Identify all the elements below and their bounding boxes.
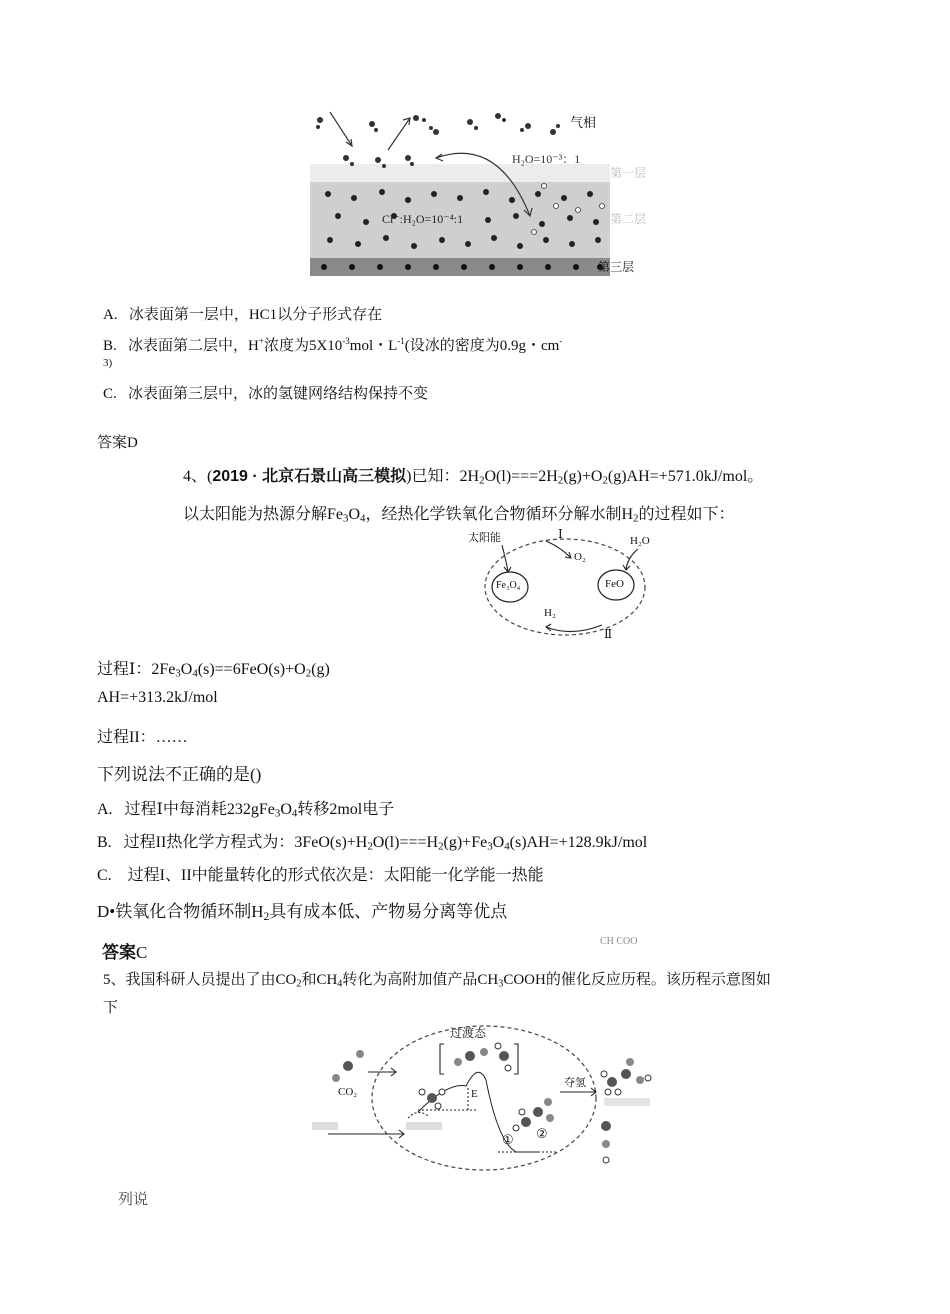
q5-text bbox=[103, 968, 771, 989]
sub: 3 bbox=[175, 667, 181, 680]
q4-option-b-b: O(l)===H bbox=[372, 834, 439, 851]
q4-line2-c: ，经热化学铁氧化合物循环分解水制H bbox=[365, 506, 634, 523]
q4-option-a-b: O bbox=[280, 801, 292, 818]
ice-layers-diagram bbox=[308, 106, 638, 282]
q4-intro-b: O(l)===2H bbox=[484, 468, 558, 485]
sub: 3 bbox=[274, 807, 281, 820]
sub: 4 bbox=[192, 667, 198, 680]
q5-text-a: 5、我国科研人员提出了由CO bbox=[103, 972, 297, 988]
q3-option-a bbox=[103, 303, 382, 324]
q5-text-d: COOH的催化反应历程。该历程示意图如 bbox=[503, 972, 771, 988]
q4-source: 2019 · 北京石景山高三模拟 bbox=[212, 468, 407, 485]
sub: 4 bbox=[504, 840, 510, 853]
ratio-label-1: H₂O=10⁻³：1 bbox=[512, 152, 581, 166]
q4-intro-d: (g)AH=+571.0kJ/mol。 bbox=[607, 468, 764, 485]
q4-intro bbox=[183, 463, 763, 486]
q3-option-b-line2: 3) bbox=[103, 357, 113, 369]
q4-intro-c: (g)+O bbox=[563, 468, 603, 485]
step-1-label: ① bbox=[502, 1132, 514, 1147]
q4-option-a-a: A. 过程Ⅰ中每消耗232gFe bbox=[97, 801, 275, 818]
q3-option-c-text: 冰表面第三层中，冰的氢键网络结构保持不变 bbox=[128, 386, 429, 402]
q4-option-d-b: 具有成本低、产物易分离等优点 bbox=[269, 902, 508, 921]
q4-source-open: ( bbox=[207, 468, 213, 485]
q4-option-d bbox=[97, 897, 507, 922]
q5-text-cut: 下 bbox=[103, 1000, 119, 1016]
mechanism-svg bbox=[308, 1022, 658, 1172]
q4-process-1-d: (g) bbox=[311, 661, 330, 678]
q5-text-c: 转化为高附加值产品CH bbox=[342, 972, 499, 988]
h2-label: H₂ bbox=[544, 607, 556, 619]
q4-line2 bbox=[183, 501, 734, 524]
layer3-label: 第三层 bbox=[598, 260, 635, 274]
q4-option-b-d: O bbox=[492, 834, 505, 851]
step-2-label: ② bbox=[536, 1126, 548, 1141]
sub: 2 bbox=[263, 909, 270, 923]
reaction-mechanism-figure bbox=[308, 1022, 658, 1172]
sub: 4 bbox=[291, 807, 298, 820]
q4-answer bbox=[102, 938, 147, 963]
dehydrogenation-label: 夺氢 bbox=[564, 1077, 586, 1089]
sub: 2 bbox=[479, 474, 485, 487]
q4-line2-d: 的过程如下： bbox=[638, 506, 735, 523]
q3-option-b-sup-4: - bbox=[559, 336, 563, 346]
iron-oxide-cycle-diagram bbox=[462, 527, 672, 645]
q4-process-2: 过程II：…… bbox=[97, 729, 188, 746]
sub: 3 bbox=[343, 512, 349, 525]
q4-process-1-b: O bbox=[180, 661, 193, 678]
q3-option-c bbox=[103, 382, 428, 403]
stray-ch-coo: CH COO bbox=[600, 936, 638, 947]
q4-option-d-a: D•铁氧化合物循环制H bbox=[97, 902, 264, 921]
sub: 3 bbox=[498, 978, 504, 990]
fe3o4-label: Fe₃O₄ bbox=[496, 580, 521, 591]
sub: 4 bbox=[360, 512, 366, 525]
gas-phase-label: 气相 bbox=[570, 115, 597, 130]
q4-option-b bbox=[97, 829, 647, 852]
q4-intro-a: 已知：2H bbox=[411, 468, 480, 485]
layer1-label: 第一层 bbox=[610, 166, 647, 180]
ice-surface-figure bbox=[308, 106, 647, 282]
q3-option-b-letter: B. bbox=[103, 338, 117, 354]
q3-option-b bbox=[103, 334, 562, 355]
q4-answer-label: 答案 bbox=[102, 943, 136, 962]
q3-option-b-sup-3: -1 bbox=[397, 336, 405, 346]
sub: 2 bbox=[305, 667, 312, 680]
q4-option-c: C. 过程I、II中能量转化的形式依次是：太阳能一化学能一热能 bbox=[97, 867, 544, 884]
sub: 2 bbox=[602, 474, 608, 487]
sub: 2 bbox=[296, 978, 302, 990]
q3-option-a-letter: A. bbox=[103, 307, 118, 323]
q4-option-a bbox=[97, 796, 394, 819]
q4-source-close: ) bbox=[406, 468, 412, 485]
energy-label: E bbox=[471, 1088, 478, 1100]
q4-process-1-a: 过程Ⅰ：2Fe bbox=[97, 661, 176, 678]
q4-number: 4、 bbox=[183, 468, 208, 485]
sub: 4 bbox=[337, 978, 343, 990]
q3-option-b-text-2: 浓度为5X10 bbox=[263, 338, 343, 354]
q5-text-b: 和CH bbox=[301, 972, 338, 988]
q4-process-1-c: (s)==6FeO(s)+O bbox=[197, 661, 306, 678]
q3-option-b-sup-2: -3 bbox=[342, 336, 350, 346]
co2-label: CO₂ bbox=[338, 1086, 358, 1098]
q3-option-c-letter: C. bbox=[103, 386, 117, 402]
q4-option-b-e: (s)AH=+128.9kJ/mol bbox=[509, 834, 648, 851]
q3-option-b-text-3: mol・L bbox=[349, 338, 398, 354]
sub: 2 bbox=[557, 474, 564, 487]
sub: 2 bbox=[633, 512, 639, 525]
h2o-label: H₂O bbox=[630, 535, 650, 547]
transition-state-label: 过渡态 bbox=[450, 1026, 487, 1040]
o2-label: O₂ bbox=[574, 551, 586, 563]
layer2-label: 第二层 bbox=[610, 212, 647, 226]
q4-line2-b: O bbox=[348, 506, 361, 523]
q4-option-b-a: B. 过程II热化学方程式为：3FeO(s)+H bbox=[97, 834, 368, 851]
q3-option-b-sup-1: + bbox=[258, 336, 264, 346]
q4-option-a-c: 转移2mol电子 bbox=[297, 801, 395, 818]
sub: 2 bbox=[438, 840, 444, 853]
solar-energy-label: 太阳能 bbox=[468, 532, 501, 544]
ratio-label-2: Cl⁻:H₂O=10⁻⁴:1 bbox=[382, 212, 464, 226]
process-1-label: Ⅰ bbox=[558, 527, 563, 541]
q4-dh1: AH=+313.2kJ/mol bbox=[97, 689, 218, 706]
feo-label: FeO bbox=[605, 578, 624, 590]
q4-process-1 bbox=[97, 656, 330, 679]
sub: 2 bbox=[367, 840, 373, 853]
process-2-label: Ⅱ bbox=[604, 627, 613, 641]
q4-option-b-c: (g)+Fe bbox=[443, 834, 488, 851]
sub: 3 bbox=[487, 840, 493, 853]
q4-question: 下列说法不正确的是() bbox=[97, 765, 262, 784]
bottom-cut-text: 列说 bbox=[118, 1192, 149, 1208]
q4-answer-value: C bbox=[136, 943, 148, 962]
q3-option-b-text-4: (设冰的密度为0.9g・cm bbox=[404, 338, 560, 354]
q3-option-a-text: 冰表面第一层中，HC1以分子形式存在 bbox=[128, 307, 383, 323]
q4-line2-a: 以太阳能为热源分解Fe bbox=[183, 506, 344, 523]
q3-answer: 答案D bbox=[97, 435, 138, 451]
q3-option-b-text-1: 冰表面第二层中，H bbox=[128, 338, 259, 354]
